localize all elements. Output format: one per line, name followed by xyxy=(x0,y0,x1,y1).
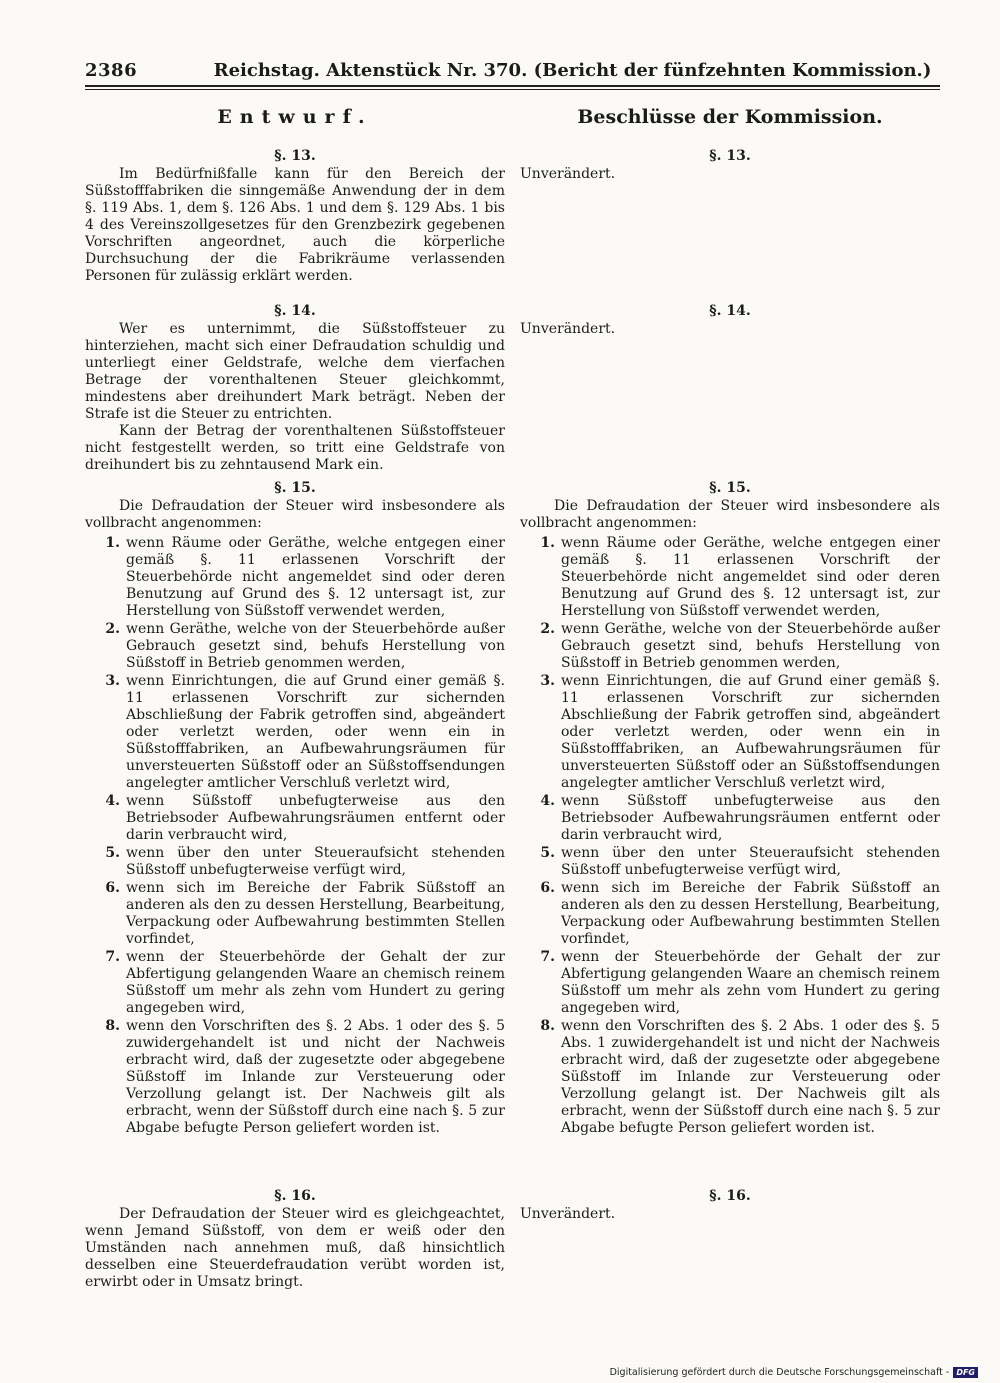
list-item: 7. wenn der Steuerbehörde der Gehalt der zur Abfertigung gelangenden Waare an chemisch reinem Süßstoff um mehr als zehn vom Hundert zu gering angegeben wird, xyxy=(105,949,505,1016)
section-13-decision-text: Unverändert. xyxy=(520,166,616,182)
section-heading: §. 15. xyxy=(274,480,316,496)
section-14-decision xyxy=(520,303,940,338)
list-item: 3. wenn Einrichtungen, die auf Grund einer gemäß §. 11 erlassenen Vorschrift zur sichernden Abschließung der Fabrik getroffen sind, abgeändert oder verletzt werden, oder wenn ein in Süßstofffabriken, an Aufbewahrungsräumen für unversteuerten Süßstoff oder an Süßstoffsendungen angelegter amtlicher Verschluß verletzt wird, xyxy=(540,673,940,791)
section-14-decision-text: Unverändert. xyxy=(520,321,616,337)
section-14-paragraph-1: Wer es unternimmt, die Süßstoffsteuer zu hinterziehen, macht sich einer Defraudation schuldig und unterliegt einer Geldstrafe, welche dem vierfachen Betrage der vorenthaltenen Steuer gleichkommt, mindestens aber dreihundert Mark beträgt. Neben der Strafe ist die Steuer zu entrichten. xyxy=(85,321,505,422)
section-15-draft xyxy=(85,480,505,1138)
section-heading: §. 14. xyxy=(709,303,751,319)
section-15-decision xyxy=(520,480,940,1138)
section-heading: §. 13. xyxy=(274,148,316,164)
list-item: 3. wenn Einrichtungen, die auf Grund einer gemäß §. 11 erlassenen Vorschrift zur sichernden Abschließung der Fabrik getroffen sind, abgeändert oder verletzt werden, oder wenn ein in Süßstofffabriken, an Aufbewahrungsräumen für unversteuerten Süßstoff oder an Süßstoffsendungen angelegter amtlicher Verschluß verletzt wird, xyxy=(105,673,505,791)
section-16-draft xyxy=(85,1188,505,1291)
section-heading: §. 16. xyxy=(709,1188,751,1204)
list-item: 5. wenn über den unter Steueraufsicht stehenden Süßstoff unbefugterweise verfügt wird, xyxy=(540,845,940,878)
section-heading: §. 16. xyxy=(274,1188,316,1204)
running-title: Reichstag. Aktenstück Nr. 370. (Bericht der fünfzehnten Kommission.) xyxy=(213,60,932,81)
list-item: 5. wenn über den unter Steueraufsicht stehenden Süßstoff unbefugterweise verfügt wird, xyxy=(105,845,505,878)
list-item: 4. wenn Süßstoff unbefugterweise aus den Betriebsoder Aufbewahrungsräumen entfernt oder darin verbraucht wird, xyxy=(105,793,505,843)
list-item: 8. wenn den Vorschriften des §. 2 Abs. 1 oder des §. 5 Abs. 1 zuwidergehandelt ist und nicht der Nachweis erbracht wird, daß der zugesetzte oder abgegebene Süßstoff im Inlande zur Versteuerung oder Verzollung gelangt ist. Der Nachweis gilt als erbracht, wenn der Süßstoff durch eine nach §. 5 zur Abgabe befugte Person geliefert worden ist. xyxy=(540,1018,940,1136)
section-14-draft xyxy=(85,303,505,474)
section-15-intro: Die Defraudation der Steuer wird insbesondere als vollbracht angenommen: xyxy=(520,498,940,531)
footer-text: Digitalisierung gefördert durch die Deutsche Forschungsgemeinschaft - xyxy=(609,1367,950,1378)
section-heading: §. 13. xyxy=(709,148,751,164)
page-number: 2386 xyxy=(85,60,138,81)
list-item: 2. wenn Geräthe, welche von der Steuerbehörde außer Gebrauch gesetzt sind, behufs Herstellung von Süßstoff in Betrieb genommen werden, xyxy=(540,621,940,671)
section-15-intro: Die Defraudation der Steuer wird insbesondere als vollbracht angenommen: xyxy=(85,498,505,531)
right-column-heading: Beschlüsse der Kommission. xyxy=(577,106,883,128)
list-item: 4. wenn Süßstoff unbefugterweise aus den Betriebsoder Aufbewahrungsräumen entfernt oder darin verbraucht wird, xyxy=(540,793,940,843)
section-13-draft xyxy=(85,148,505,285)
section-13-decision xyxy=(520,148,940,183)
header-rule-thin xyxy=(85,89,940,90)
section-heading: §. 15. xyxy=(709,480,751,496)
section-16-decision-text: Unverändert. xyxy=(520,1206,616,1222)
list-item: 7. wenn der Steuerbehörde der Gehalt der zur Abfertigung gelangenden Waare an chemisch reinem Süßstoff um mehr als zehn vom Hundert zu gering angegeben wird, xyxy=(540,949,940,1016)
running-header xyxy=(85,56,940,90)
section-15-list xyxy=(520,535,940,1137)
digitization-footer xyxy=(610,1367,978,1378)
list-item: 6. wenn sich im Bereiche der Fabrik Süßstoff an anderen als den zu dessen Herstellung, Bearbeitung, Verpackung oder Aufbewahrung bestimmten Stellen vorfindet, xyxy=(540,880,940,947)
section-13-text: Im Bedürfnißfalle kann für den Bereich der Süßstofffabriken die sinngemäße Anwendung der in dem §. 119 Abs. 1, dem §. 126 Abs. 1 und dem §. 129 Abs. 1 bis 4 des Vereinszollgesetzes für den Grenzbezirk gegebenen Vorschriften angeordnet, auch die körperliche Durchsuchung der die Fabrikräume verlassenden Personen für zulässig erklärt werden. xyxy=(85,166,505,284)
list-item: 6. wenn sich im Bereiche der Fabrik Süßstoff an anderen als den zu dessen Herstellung, Bearbeitung, Verpackung oder Aufbewahrung bestimmten Stellen vorfindet, xyxy=(105,880,505,947)
section-14-paragraph-2: Kann der Betrag der vorenthaltenen Süßstoffsteuer nicht festgestellt werden, so tritt eine Geldstrafe von dreihundert bis zu zehntausend Mark ein. xyxy=(85,423,505,473)
section-15-list xyxy=(85,535,505,1137)
dfg-logo: DFG xyxy=(953,1367,978,1378)
list-item: 2. wenn Geräthe, welche von der Steuerbehörde außer Gebrauch gesetzt sind, behufs Herstellung von Süßstoff in Betrieb genommen werden, xyxy=(105,621,505,671)
section-16-decision xyxy=(520,1188,940,1223)
list-item: 8. wenn den Vorschriften des §. 2 Abs. 1 oder des §. 5 zuwidergehandelt ist und nicht der Nachweis erbracht wird, daß der zugesetzte oder abgegebene Süßstoff im Inlande zur Versteuerung oder Verzollung gelangt ist. Der Nachweis gilt als erbracht, wenn der Süßstoff durch eine nach §. 5 zur Abgabe befugte Person geliefert worden ist. xyxy=(105,1018,505,1136)
left-column-heading: Entwurf. xyxy=(217,106,373,128)
section-heading: §. 14. xyxy=(274,303,316,319)
header-rule xyxy=(85,85,940,87)
section-16-text: Der Defraudation der Steuer wird es gleichgeachtet, wenn Jemand Süßstoff, von dem er weiß oder den Umständen nach annehmen muß, daß hinsichtlich desselben eine Steuerdefraudation verübt worden ist, erwirbt oder in Umsatz bringt. xyxy=(85,1206,505,1290)
list-item: 1. wenn Räume oder Geräthe, welche entgegen einer gemäß §. 11 erlassenen Vorschrift der Steuerbehörde nicht angemeldet sind oder deren Benutzung auf Grund des §. 12 untersagt ist, zur Herstellung von Süßstoff verwendet werden, xyxy=(105,535,505,619)
list-item: 1. wenn Räume oder Geräthe, welche entgegen einer gemäß §. 11 erlassenen Vorschrift der Steuerbehörde nicht angemeldet sind oder deren Benutzung auf Grund des §. 12 untersagt ist, zur Herstellung von Süßstoff verwendet werden, xyxy=(540,535,940,619)
